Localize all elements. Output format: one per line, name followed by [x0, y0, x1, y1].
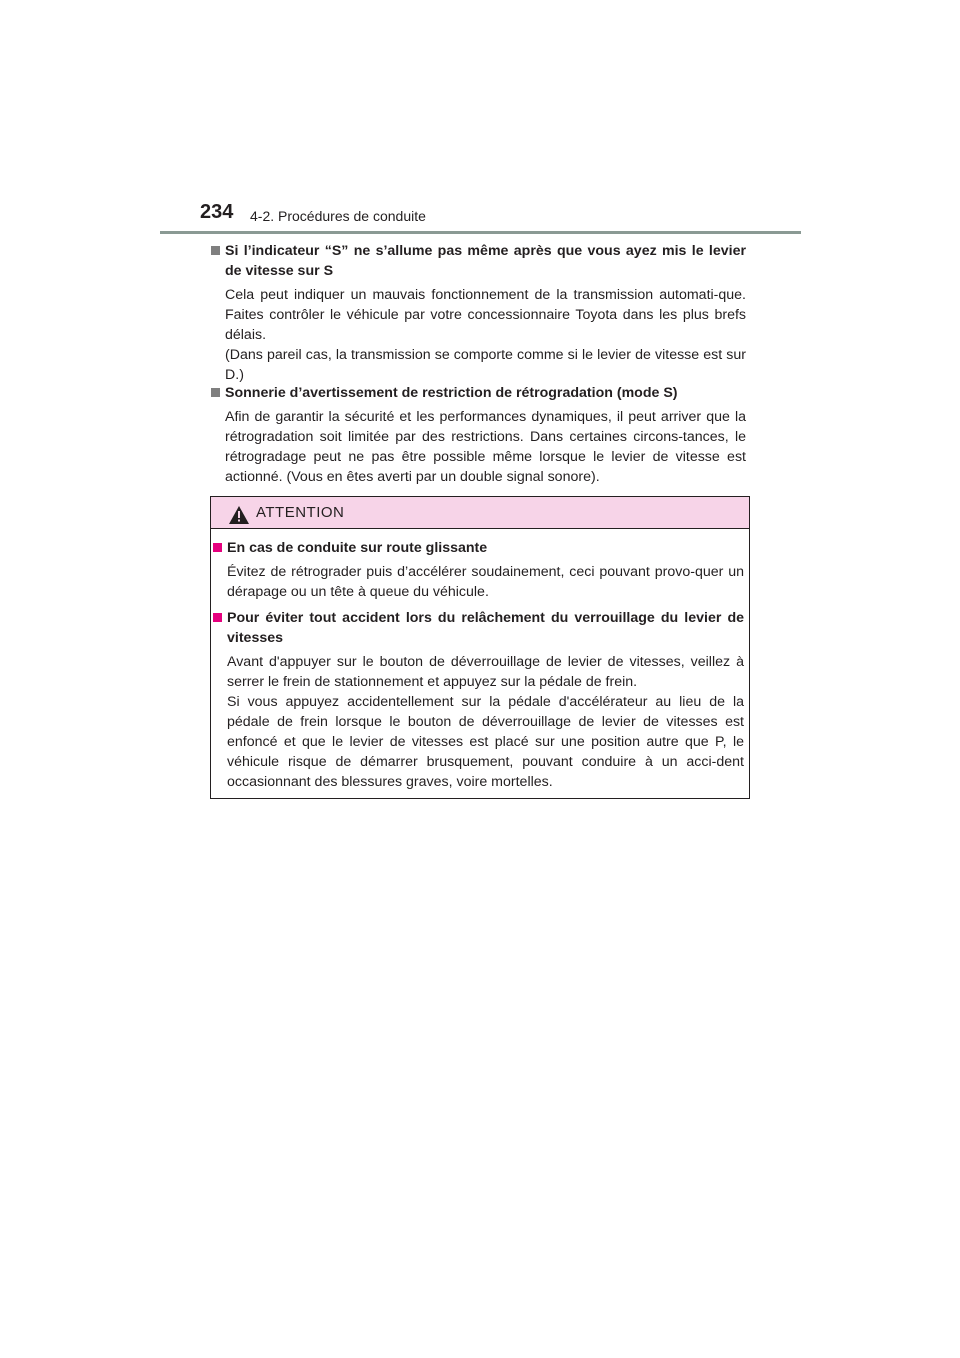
square-bullet-icon: [213, 613, 222, 622]
section-body: [211, 285, 746, 385]
paragraph: Si vous appuyez accidentellement sur la pédale d'accélérateur au lieu de la pédale de frein lorsque le bouton de déverrouillage de levier de vitesses est enfoncé et que le levier de vitesses est placé sur une position autre que P, le véhicule risque de démarrer brusquement, pouvant conduire à un acci-dent occasionnant des blessures graves, voire mortelles.: [227, 694, 744, 790]
paragraph: Afin de garantir la sécurité et les performances dynamiques, il peut arriver que la rétrogradation soit limitée par des restrictions. Dans certaines circons-tances, le rétrogradage peut ne pas être possible même lorsque le levier de vitesse est actionné. (Vous en êtes averti par un double signal sonore).: [225, 409, 746, 485]
section-heading: Sonnerie d’avertissement de restriction de rétrogradation (mode S): [211, 383, 746, 403]
attention-item-body: [213, 652, 744, 792]
section-s-indicator: [211, 241, 746, 385]
attention-box: [210, 496, 750, 799]
paragraph: (Dans pareil cas, la transmission se comporte comme si le levier de vitesse est sur D.): [225, 347, 746, 383]
attention-item-body: [213, 562, 744, 602]
attention-item: [213, 538, 744, 602]
square-bullet-icon: [211, 388, 220, 397]
attention-body: [213, 538, 744, 798]
page-header: [160, 200, 801, 234]
attention-item-heading: Pour éviter tout accident lors du relâchement du verrouillage du levier de vitesses: [213, 608, 744, 648]
section-downshift-buzzer: [211, 383, 746, 487]
attention-item: [213, 608, 744, 792]
attention-title: ATTENTION: [256, 504, 345, 521]
square-bullet-icon: [211, 246, 220, 255]
square-bullet-icon: [213, 543, 222, 552]
section-body: [211, 407, 746, 487]
paragraph: Évitez de rétrograder puis d’accélérer soudainement, ceci pouvant provo-quer un dérapage ou un tête à queue du véhicule.: [227, 564, 744, 600]
section-heading: Si l’indicateur “S” ne s’allume pas même après que vous ayez mis le levier de vitesse sur S: [211, 241, 746, 281]
attention-item-heading: En cas de conduite sur route glissante: [213, 538, 744, 558]
attention-header: [211, 497, 749, 529]
paragraph: Cela peut indiquer un mauvais fonctionnement de la transmission automati-que. Faites contrôler le véhicule par votre concessionnaire Toyota dans les plus brefs délais.: [225, 287, 746, 343]
header-rule: [160, 231, 801, 234]
section-title: 4-2. Procédures de conduite: [250, 208, 426, 224]
warning-triangle-icon: [229, 506, 249, 524]
paragraph: Avant d'appuyer sur le bouton de déverrouillage de levier de vitesses, veillez à serrer le frein de stationnement et appuyez sur la pédale de frein.: [227, 654, 744, 690]
page-number: 234: [200, 201, 234, 223]
